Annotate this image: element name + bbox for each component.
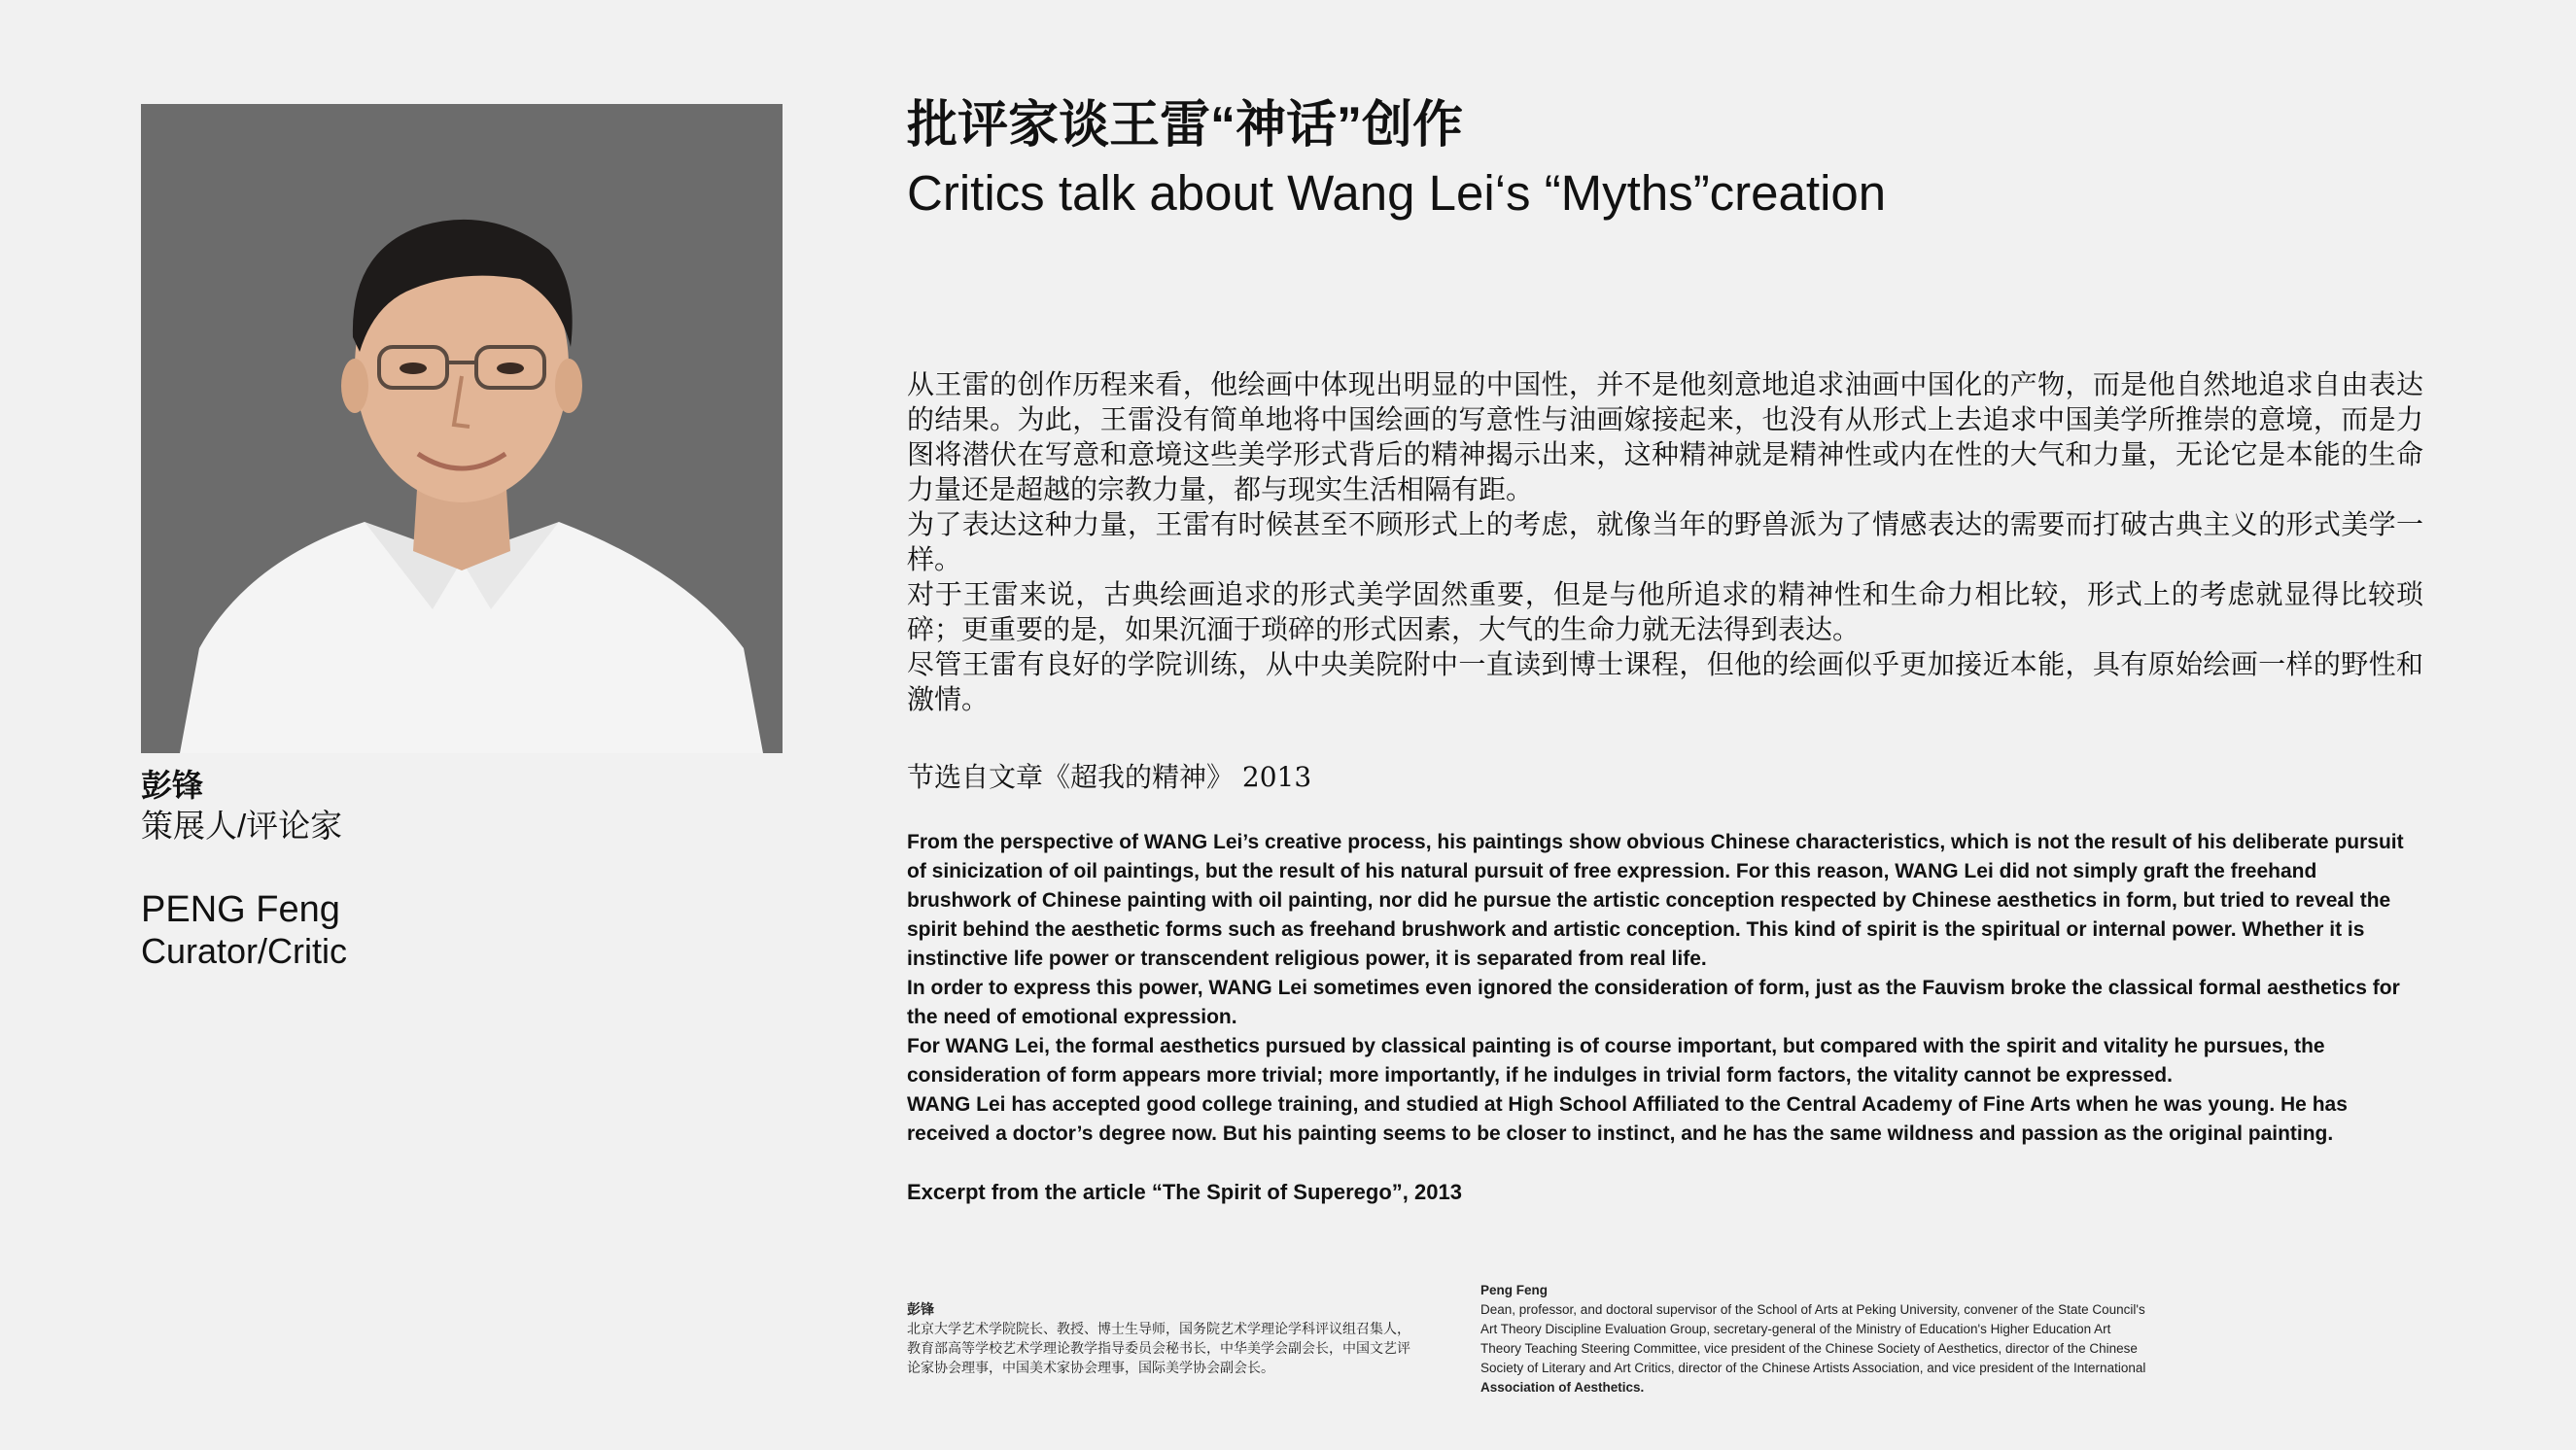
person-name-cn: 彭锋: [141, 768, 204, 803]
footnote-cn: [907, 1299, 1412, 1377]
person-info: [141, 766, 347, 972]
footnote-en: [1480, 1281, 2151, 1398]
portrait-photo: [141, 104, 783, 753]
person-role-cn: 策展人/评论家: [141, 808, 343, 844]
footnote-en-text-bold: Association of Aesthetics.: [1480, 1380, 1645, 1395]
paragraph-cn: 对于王雷来说，古典绘画追求的形式美学固然重要，但是与他所追求的精神性和生命力相比较，形式上的考虑就显得比较琐碎；更重要的是，如果沉湎于琐碎的形式因素，大气的生命力就无法得到表达。: [907, 578, 2423, 645]
body-text-cn: [907, 367, 2423, 717]
body-text-en: [907, 828, 2425, 1149]
person-role-en: Curator/Critic: [141, 931, 348, 971]
footnote-cn-heading: 彭锋: [907, 1301, 934, 1317]
paragraph-en: In order to express this power, WANG Lei sometimes even ignored the consideration of form, just as the Fauvism broke the classical formal aesthetics for the need of emotional expression.: [907, 977, 2400, 1028]
paragraph-cn: 尽管王雷有良好的学院训练，从中央美院附中一直读到博士课程，但他的绘画似乎更加接近本能，具有原始绘画一样的野性和激情。: [907, 648, 2423, 715]
footnote-en-heading: Peng Feng: [1480, 1283, 1549, 1297]
paragraph-cn: 为了表达这种力量，王雷有时候甚至不顾形式上的考虑，就像当年的野兽派为了情感表达的需要而打破古典主义的形式美学一样。: [907, 508, 2423, 575]
paragraph-en: For WANG Lei, the formal aesthetics pursued by classical painting is of course important, but compared with the spirit and vitality he pursues, the consideration of form appears more trivial; more importantly, if he indulges in trivial form factors, the vitality cannot be expressed.: [907, 1035, 2325, 1087]
excerpt-en: Excerpt from the article “The Spirit of Superego”, 2013: [907, 1180, 1462, 1204]
paragraph-cn: 从王雷的创作历程来看，他绘画中体现出明显的中国性，并不是他刻意地追求油画中国化的产物，而是他自然地追求自由表达的结果。为此，王雷没有简单地将中国绘画的写意性与油画嫁接起来，也没有从形式上去追求中国美学所推崇的意境，而是力图将潜伏在写意和意境这些美学形式背后的精神揭示出来，这种精神就是精神性或内在性的大气和力量，无论它是本能的生命力量还是超越的宗教力量，都与现实生活相隔有距。: [907, 368, 2423, 505]
page-title-cn: 批评家谈王雷“神话”创作: [907, 97, 1464, 154]
footnote-cn-text: 北京大学艺术学院院长、教授、博士生导师，国务院艺术学理论学科评议组召集人，教育部高等学校艺术学理论教学指导委员会秘书长，中华美学会副会长，中国文艺评论家协会理事，中国美术家协会理事，国际美学协会副会长。: [907, 1321, 1410, 1375]
excerpt-cn: 节选自文章《超我的精神》 2013: [907, 761, 1312, 793]
paragraph-en: WANG Lei has accepted good college training, and studied at High School Affiliated to the Central Academy of Fine Arts when he was young. He has received a doctor’s degree now. But his painting seems to be closer to instinct, and he has the same wildness and passion as the original painting.: [907, 1093, 2348, 1145]
page-title-en: Critics talk about Wang Lei‘s “Myths”creation: [907, 165, 1887, 221]
person-name-en: PENG Feng: [141, 889, 340, 930]
footnote-en-text: Dean, professor, and doctoral supervisor of the School of Arts at Peking University, convener of the State Council's Art Theory Discipline Evaluation Group, secretary-general of the Ministry of Education's Higher Education Art Theory Teaching Steering Committee, vice president of the Chinese Society of Aesthetics, director of the Chinese Society of Literary and Art Critics, director of the Chinese Artists Association, and vice president of the International: [1480, 1302, 2146, 1375]
footnote-en-body: [1480, 1300, 2151, 1398]
paragraph-en: From the perspective of WANG Lei’s creative process, his paintings show obvious Chinese characteristics, which is not the result of his deliberate pursuit of sinicization of oil paintings, but the result of his natural pursuit of free expression. For this reason, WANG Lei did not simply graft the freehand brushwork of Chinese painting with oil painting, nor did he pursue the artistic conception respected by Chinese aesthetics in form, but tried to reveal the spirit behind the aesthetic forms such as freehand brushwork and artistic conception. This kind of spirit is the spiritual or internal power. Whether it is instinctive life power or transcendent religious power, it is separated from real life.: [907, 831, 2404, 970]
